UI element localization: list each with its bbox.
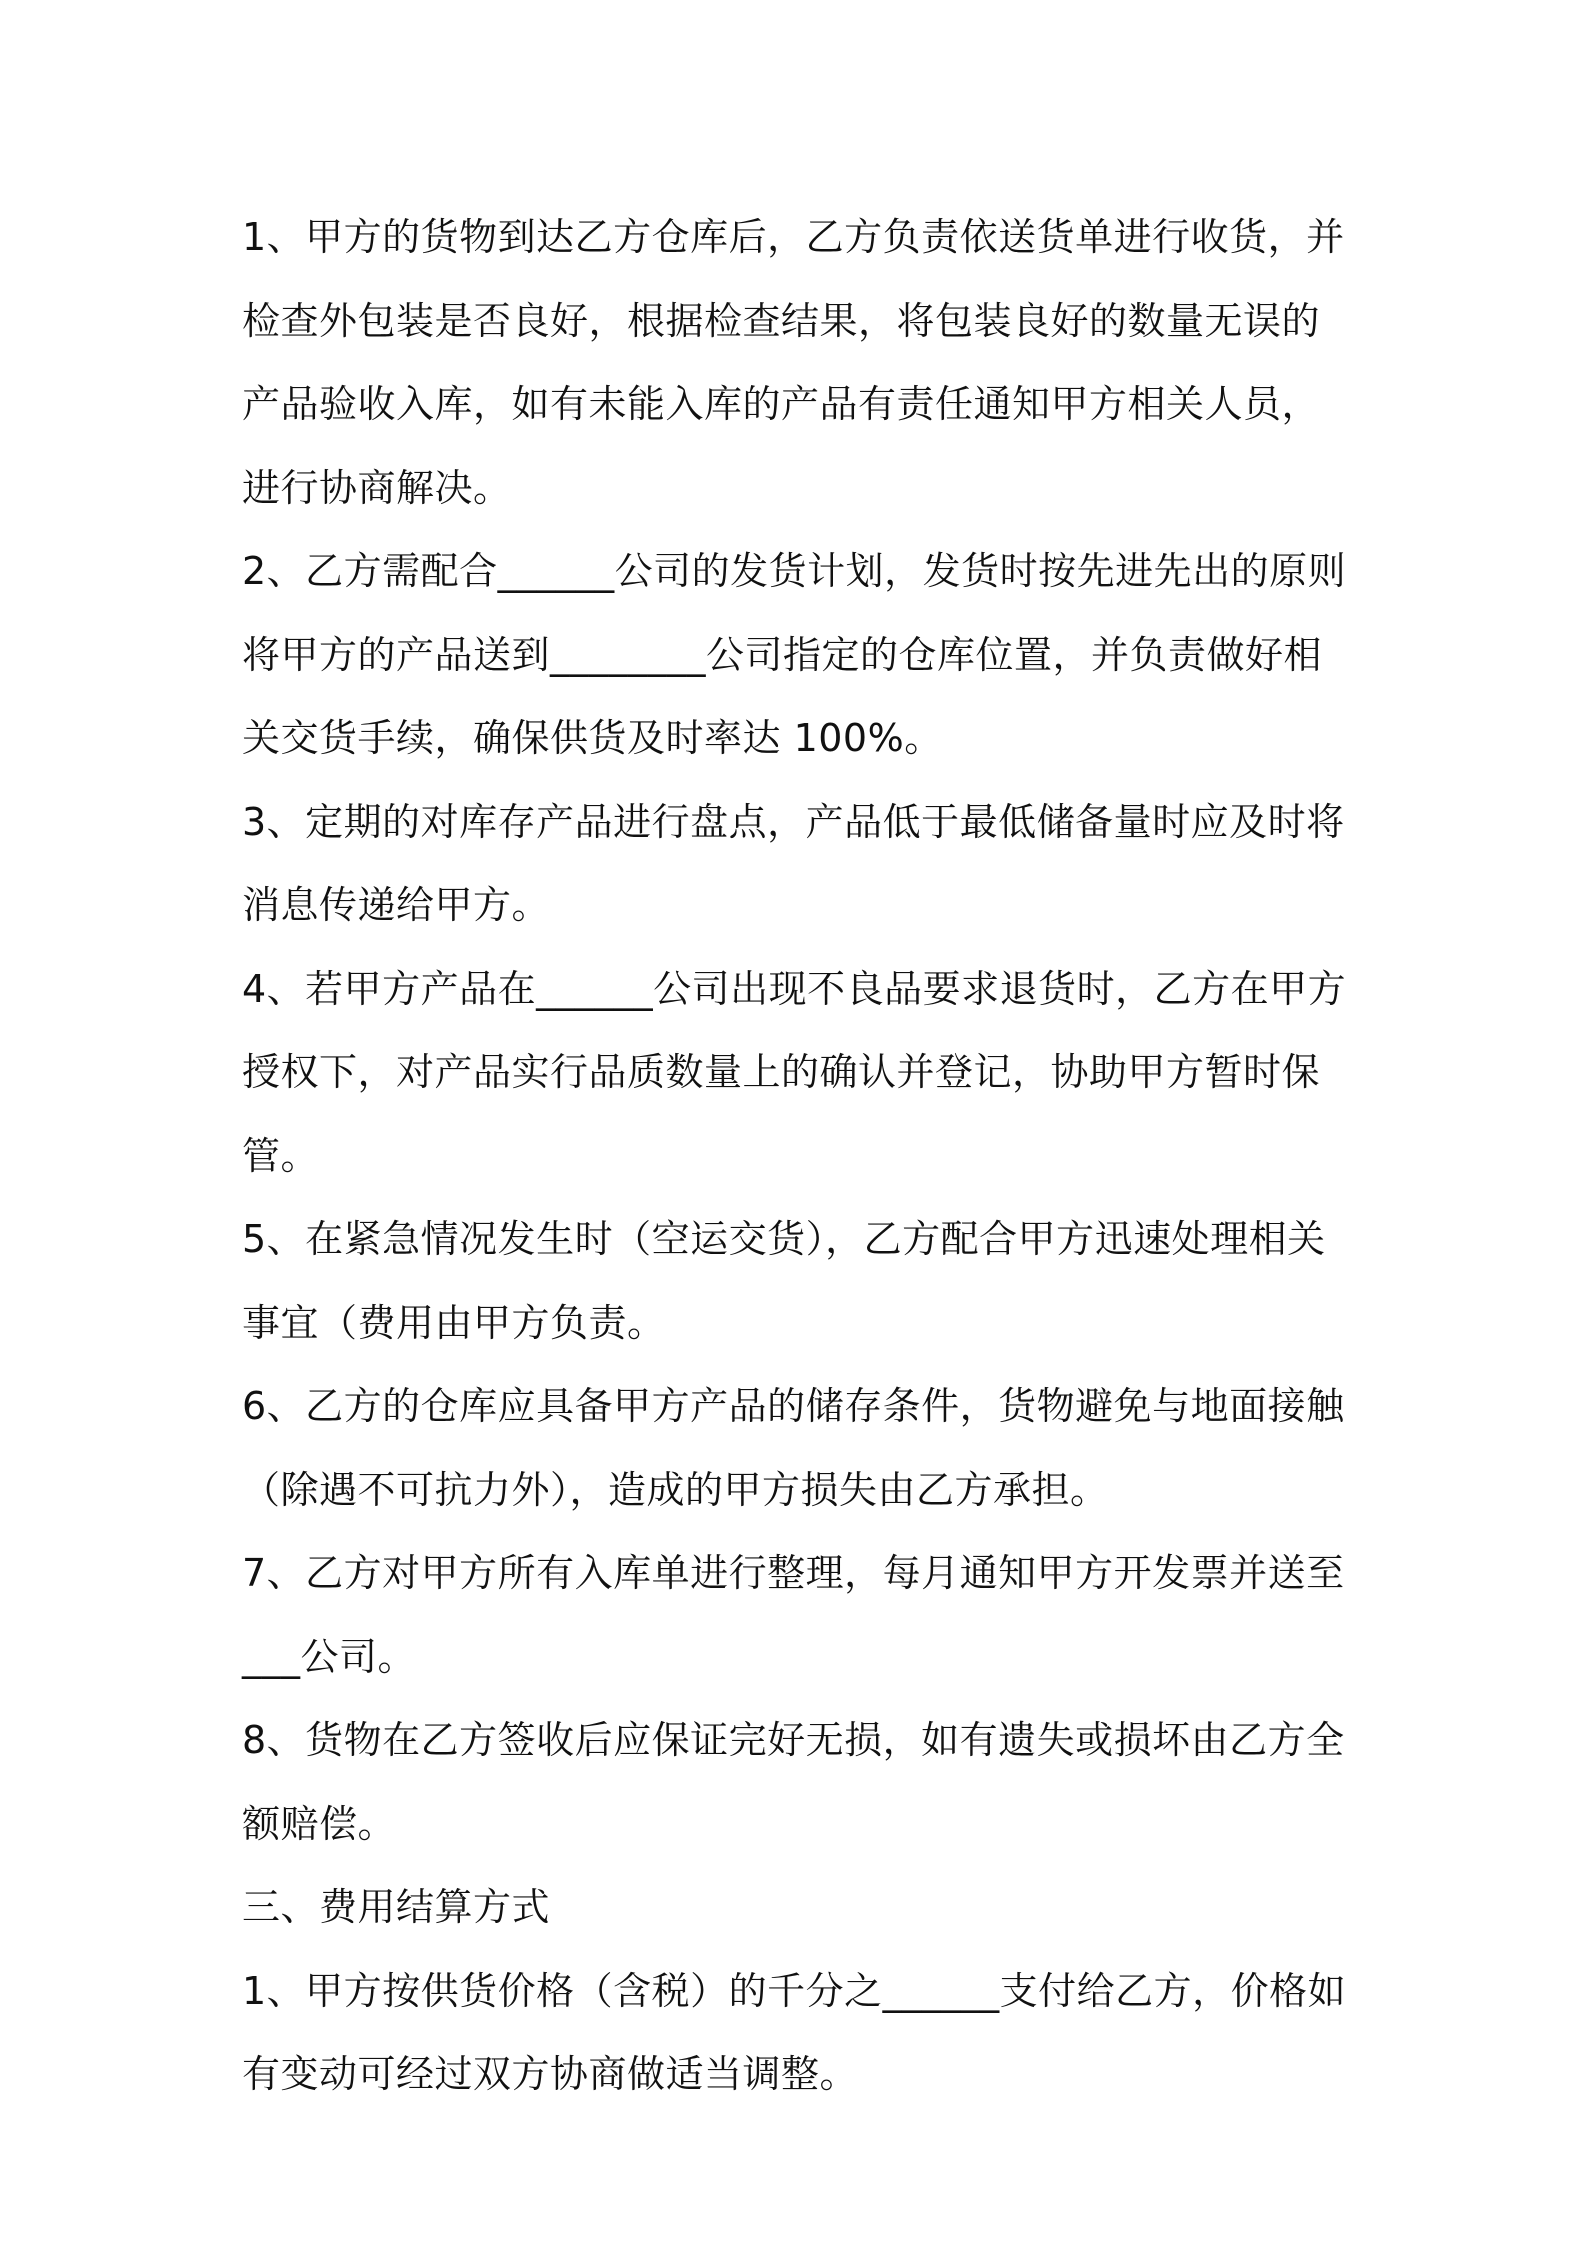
clause-4-returns: 4、若甲方产品在______公司出现不良品要求退货时，乙方在甲方授权下，对产品实行品质数量上的确认并登记，协助甲方暂时保管。 xyxy=(242,966,1347,1178)
document-page xyxy=(242,196,1357,2117)
clause-5-emergency: 5、在紧急情况发生时（空运交货），乙方配合甲方迅速处理相关事宜（费用由甲方负责。 xyxy=(242,1217,1326,1345)
settlement-clause-1: 1、甲方按供货价格（含税）的千分之______支付给乙方，价格如有变动可经过双方协商做适当调整。 xyxy=(242,1968,1347,2096)
clause-7-invoicing: 7、乙方对甲方所有入库单进行整理，每月通知甲方开发票并送至___公司。 xyxy=(242,1551,1345,1679)
section-heading-settlement: 三、费用结算方式 xyxy=(242,1885,551,1929)
clause-8-compensation: 8、货物在乙方签收后应保证完好无损，如有遗失或损坏由乙方全额赔偿。 xyxy=(242,1718,1345,1846)
clause-3-inventory: 3、定期的对库存产品进行盘点，产品低于最低储备量时应及时将消息传递给甲方。 xyxy=(242,799,1345,927)
clause-1-receiving: 1、甲方的货物到达乙方仓库后，乙方负责依送货单进行收货，并检查外包装是否良好，根据检查结果，将包装良好的数量无误的产品验收入库，如有未能入库的产品有责任通知甲方相关人员，进行协商解决。 xyxy=(242,215,1345,510)
clause-6-storage: 6、乙方的仓库应具备甲方产品的储存条件，货物避免与地面接触（除遇不可抗力外），造成的甲方损失由乙方承担。 xyxy=(242,1384,1345,1512)
clause-2-delivery: 2、乙方需配合______公司的发货计划，发货时按先进先出的原则将甲方的产品送到________公司指定的仓库位置，并负责做好相关交货手续，确保供货及时率达 100%。 xyxy=(242,549,1347,760)
